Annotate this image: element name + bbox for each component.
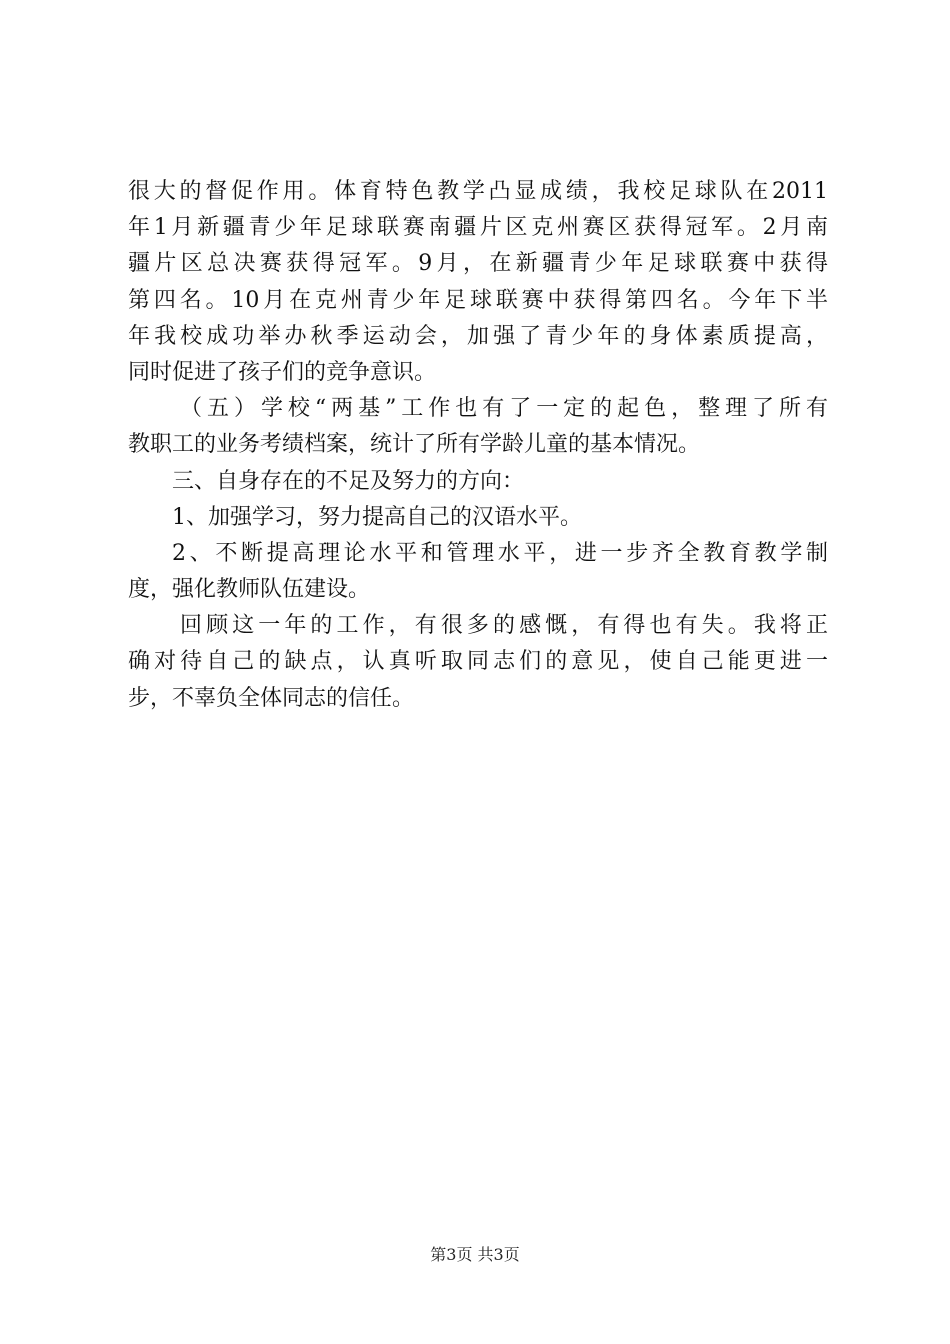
text-line: 同时促进了孩子们的竞争意识。 xyxy=(128,359,437,385)
text-line: 度，强化教师队伍建设。 xyxy=(128,577,371,603)
text-line: 很大的督促作用。体育特色教学凸显成绩，我校足球队在2011 xyxy=(128,179,828,204)
text-line: 年1月新疆青少年足球联赛南疆片区克州赛区获得冠军。2月南 xyxy=(128,215,828,241)
text-line: 第四名。10月在克州青少年足球联赛中获得第四名。今年下半 xyxy=(128,287,828,313)
text-line: 确对待自己的缺点，认真听取同志们的意见，使自己能更进一 xyxy=(128,649,828,675)
section-heading: 三、自身存在的不足及努力的方向： xyxy=(172,468,525,494)
list-item: 2、不断提高理论水平和管理水平，进一步齐全教育教学制 xyxy=(172,540,828,566)
text-line: 疆片区总决赛获得冠军。9月，在新疆青少年足球联赛中获得 xyxy=(128,251,828,277)
page-number-footer: 第3页 共3页 xyxy=(430,1245,520,1264)
text-line: 步，不辜负全体同志的信任。 xyxy=(128,685,415,711)
text-line: 教职工的业务考绩档案，统计了所有学龄儿童的基本情况。 xyxy=(128,432,701,458)
list-item: 1、加强学习，努力提高自己的汉语水平。 xyxy=(172,504,582,530)
document-body xyxy=(128,174,828,717)
text-line: 年我校成功举办秋季运动会，加强了青少年的身体素质提高， xyxy=(128,323,828,349)
text-line: 回顾这一年的工作，有很多的感慨，有得也有失。我将正 xyxy=(180,613,828,639)
text-line: （五）学校“两基”工作也有了一定的起色，整理了所有 xyxy=(180,396,828,422)
